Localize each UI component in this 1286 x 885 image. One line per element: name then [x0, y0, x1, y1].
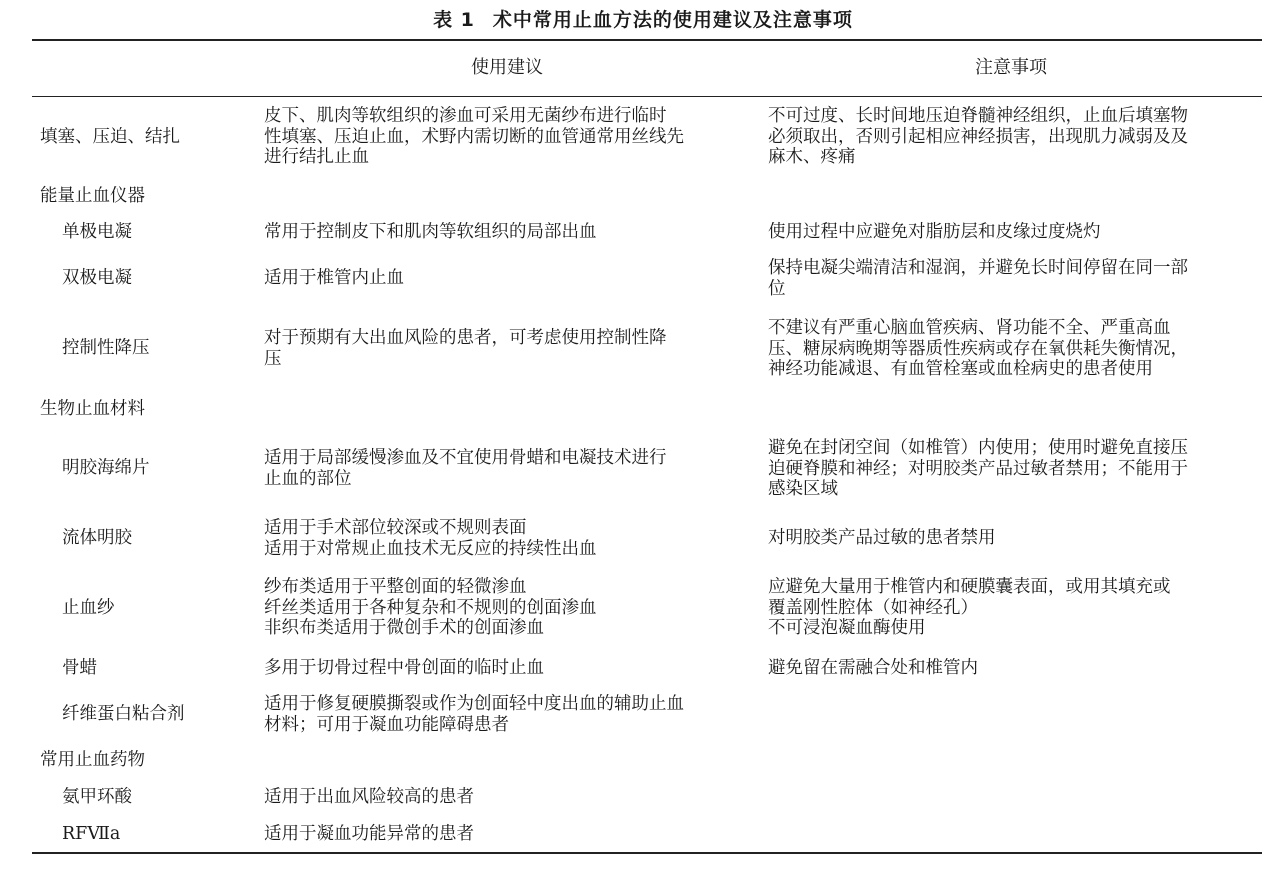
advice-line: 止血的部位 [264, 468, 352, 489]
method-cell: 双极电凝 [62, 268, 132, 288]
advice-cell [264, 448, 754, 489]
notes-line: 覆盖刚性腔体（如神经孔） [768, 597, 978, 618]
table-bottom-rule [32, 852, 1262, 854]
advice-cell [264, 518, 754, 559]
advice-line: 适用于手术部位较深或不规则表面 [264, 518, 527, 538]
method-cell: 氨甲环酸 [62, 787, 132, 807]
advice-cell [264, 787, 754, 808]
advice-cell [264, 328, 754, 369]
notes-line: 迫硬脊膜和神经；对明胶类产品过敏者禁用；不能用于 [768, 458, 1188, 479]
table-number: 表 1 [433, 9, 475, 31]
notes-line: 保持电凝尖端清洁和湿润，并避免长时间停留在同一部 [768, 258, 1188, 278]
advice-line: 材料；可用于凝血功能障碍患者 [264, 714, 509, 735]
notes-cell [768, 528, 1258, 549]
method-cell: 流体明胶 [62, 528, 132, 548]
advice-cell [264, 658, 754, 679]
method-cell: 骨蜡 [62, 658, 97, 678]
notes-line: 不可过度、长时间地压迫脊髓神经组织，止血后填塞物 [768, 106, 1188, 126]
method-cell: 控制性降压 [62, 338, 150, 358]
notes-cell [768, 318, 1258, 380]
advice-line: 纤丝类适用于各种复杂和不规则的创面渗血 [264, 597, 597, 618]
method-cell: RFⅦa [62, 824, 121, 844]
advice-line: 对于预期有大出血风险的患者，可考虑使用控制性降 [264, 328, 667, 348]
advice-line: 进行结扎止血 [264, 147, 369, 167]
notes-cell [768, 658, 1258, 679]
column-header-advice: 使用建议 [471, 57, 543, 78]
category-label: 常用止血药物 [40, 750, 145, 770]
category-label: 能量止血仪器 [40, 186, 145, 206]
advice-line: 压 [264, 348, 282, 369]
notes-cell [768, 106, 1258, 168]
notes-cell [768, 438, 1258, 500]
notes-line: 麻木、疼痛 [768, 147, 856, 167]
method-cell: 纤维蛋白粘合剂 [62, 704, 185, 724]
advice-cell [264, 824, 754, 845]
notes-cell [768, 258, 1258, 299]
table-caption [0, 6, 1286, 34]
advice-line: 常用于控制皮下和肌肉等软组织的局部出血 [264, 222, 597, 242]
advice-cell [264, 106, 754, 168]
method-cell: 填塞、压迫、结扎 [40, 127, 180, 147]
notes-line: 不建议有严重心脑血管疾病、肾功能不全、严重高血 [768, 318, 1171, 338]
advice-line: 非织布类适用于微创手术的创面渗血 [264, 618, 544, 638]
table-top-rule [32, 39, 1262, 41]
advice-cell [264, 222, 754, 243]
advice-cell [264, 577, 754, 639]
notes-cell [768, 222, 1258, 243]
advice-line: 皮下、肌肉等软组织的渗血可采用无菌纱布进行临时 [264, 106, 667, 126]
method-cell: 单极电凝 [62, 222, 132, 242]
notes-line: 神经功能减退、有血管栓塞或血栓病史的患者使用 [768, 359, 1153, 379]
method-cell: 止血纱 [62, 598, 115, 618]
notes-line: 感染区域 [768, 479, 838, 499]
notes-cell [768, 577, 1258, 639]
advice-line: 适用于凝血功能异常的患者 [264, 824, 474, 844]
table-title: 术中常用止血方法的使用建议及注意事项 [492, 9, 853, 31]
advice-line: 适用于修复硬膜撕裂或作为创面轻中度出血的辅助止血 [264, 694, 684, 714]
notes-line: 必须取出，否则引起相应神经损害，出现肌力减弱及及 [768, 126, 1188, 147]
table-header-rule [32, 96, 1262, 97]
category-label: 生物止血材料 [40, 399, 145, 419]
notes-line: 应避免大量用于椎管内和硬膜囊表面，或用其填充或 [768, 577, 1171, 597]
method-cell: 明胶海绵片 [62, 458, 150, 478]
notes-line: 位 [768, 278, 786, 299]
advice-line: 多用于切骨过程中骨创面的临时止血 [264, 658, 544, 678]
advice-line: 适用于局部缓慢渗血及不宜使用骨蜡和电凝技术进行 [264, 448, 667, 468]
advice-line: 适用于对常规止血技术无反应的持续性出血 [264, 538, 597, 559]
notes-line: 压、糖尿病晚期等器质性疾病或存在氧供耗失衡情况， [768, 338, 1188, 359]
notes-line: 对明胶类产品过敏的患者禁用 [768, 528, 996, 548]
advice-line: 性填塞、压迫止血，术野内需切断的血管通常用丝线先 [264, 126, 684, 147]
advice-cell [264, 268, 754, 289]
advice-line: 纱布类适用于平整创面的轻微渗血 [264, 577, 527, 597]
advice-cell [264, 694, 754, 735]
advice-line: 适用于椎管内止血 [264, 268, 404, 288]
notes-line: 不可浸泡凝血酶使用 [768, 618, 926, 638]
notes-line: 避免留在需融合处和椎管内 [768, 658, 978, 678]
notes-line: 使用过程中应避免对脂肪层和皮缘过度烧灼 [768, 222, 1101, 242]
column-header-notes: 注意事项 [975, 57, 1047, 78]
notes-line: 避免在封闭空间（如椎管）内使用；使用时避免直接压 [768, 438, 1188, 458]
advice-line: 适用于出血风险较高的患者 [264, 787, 474, 807]
